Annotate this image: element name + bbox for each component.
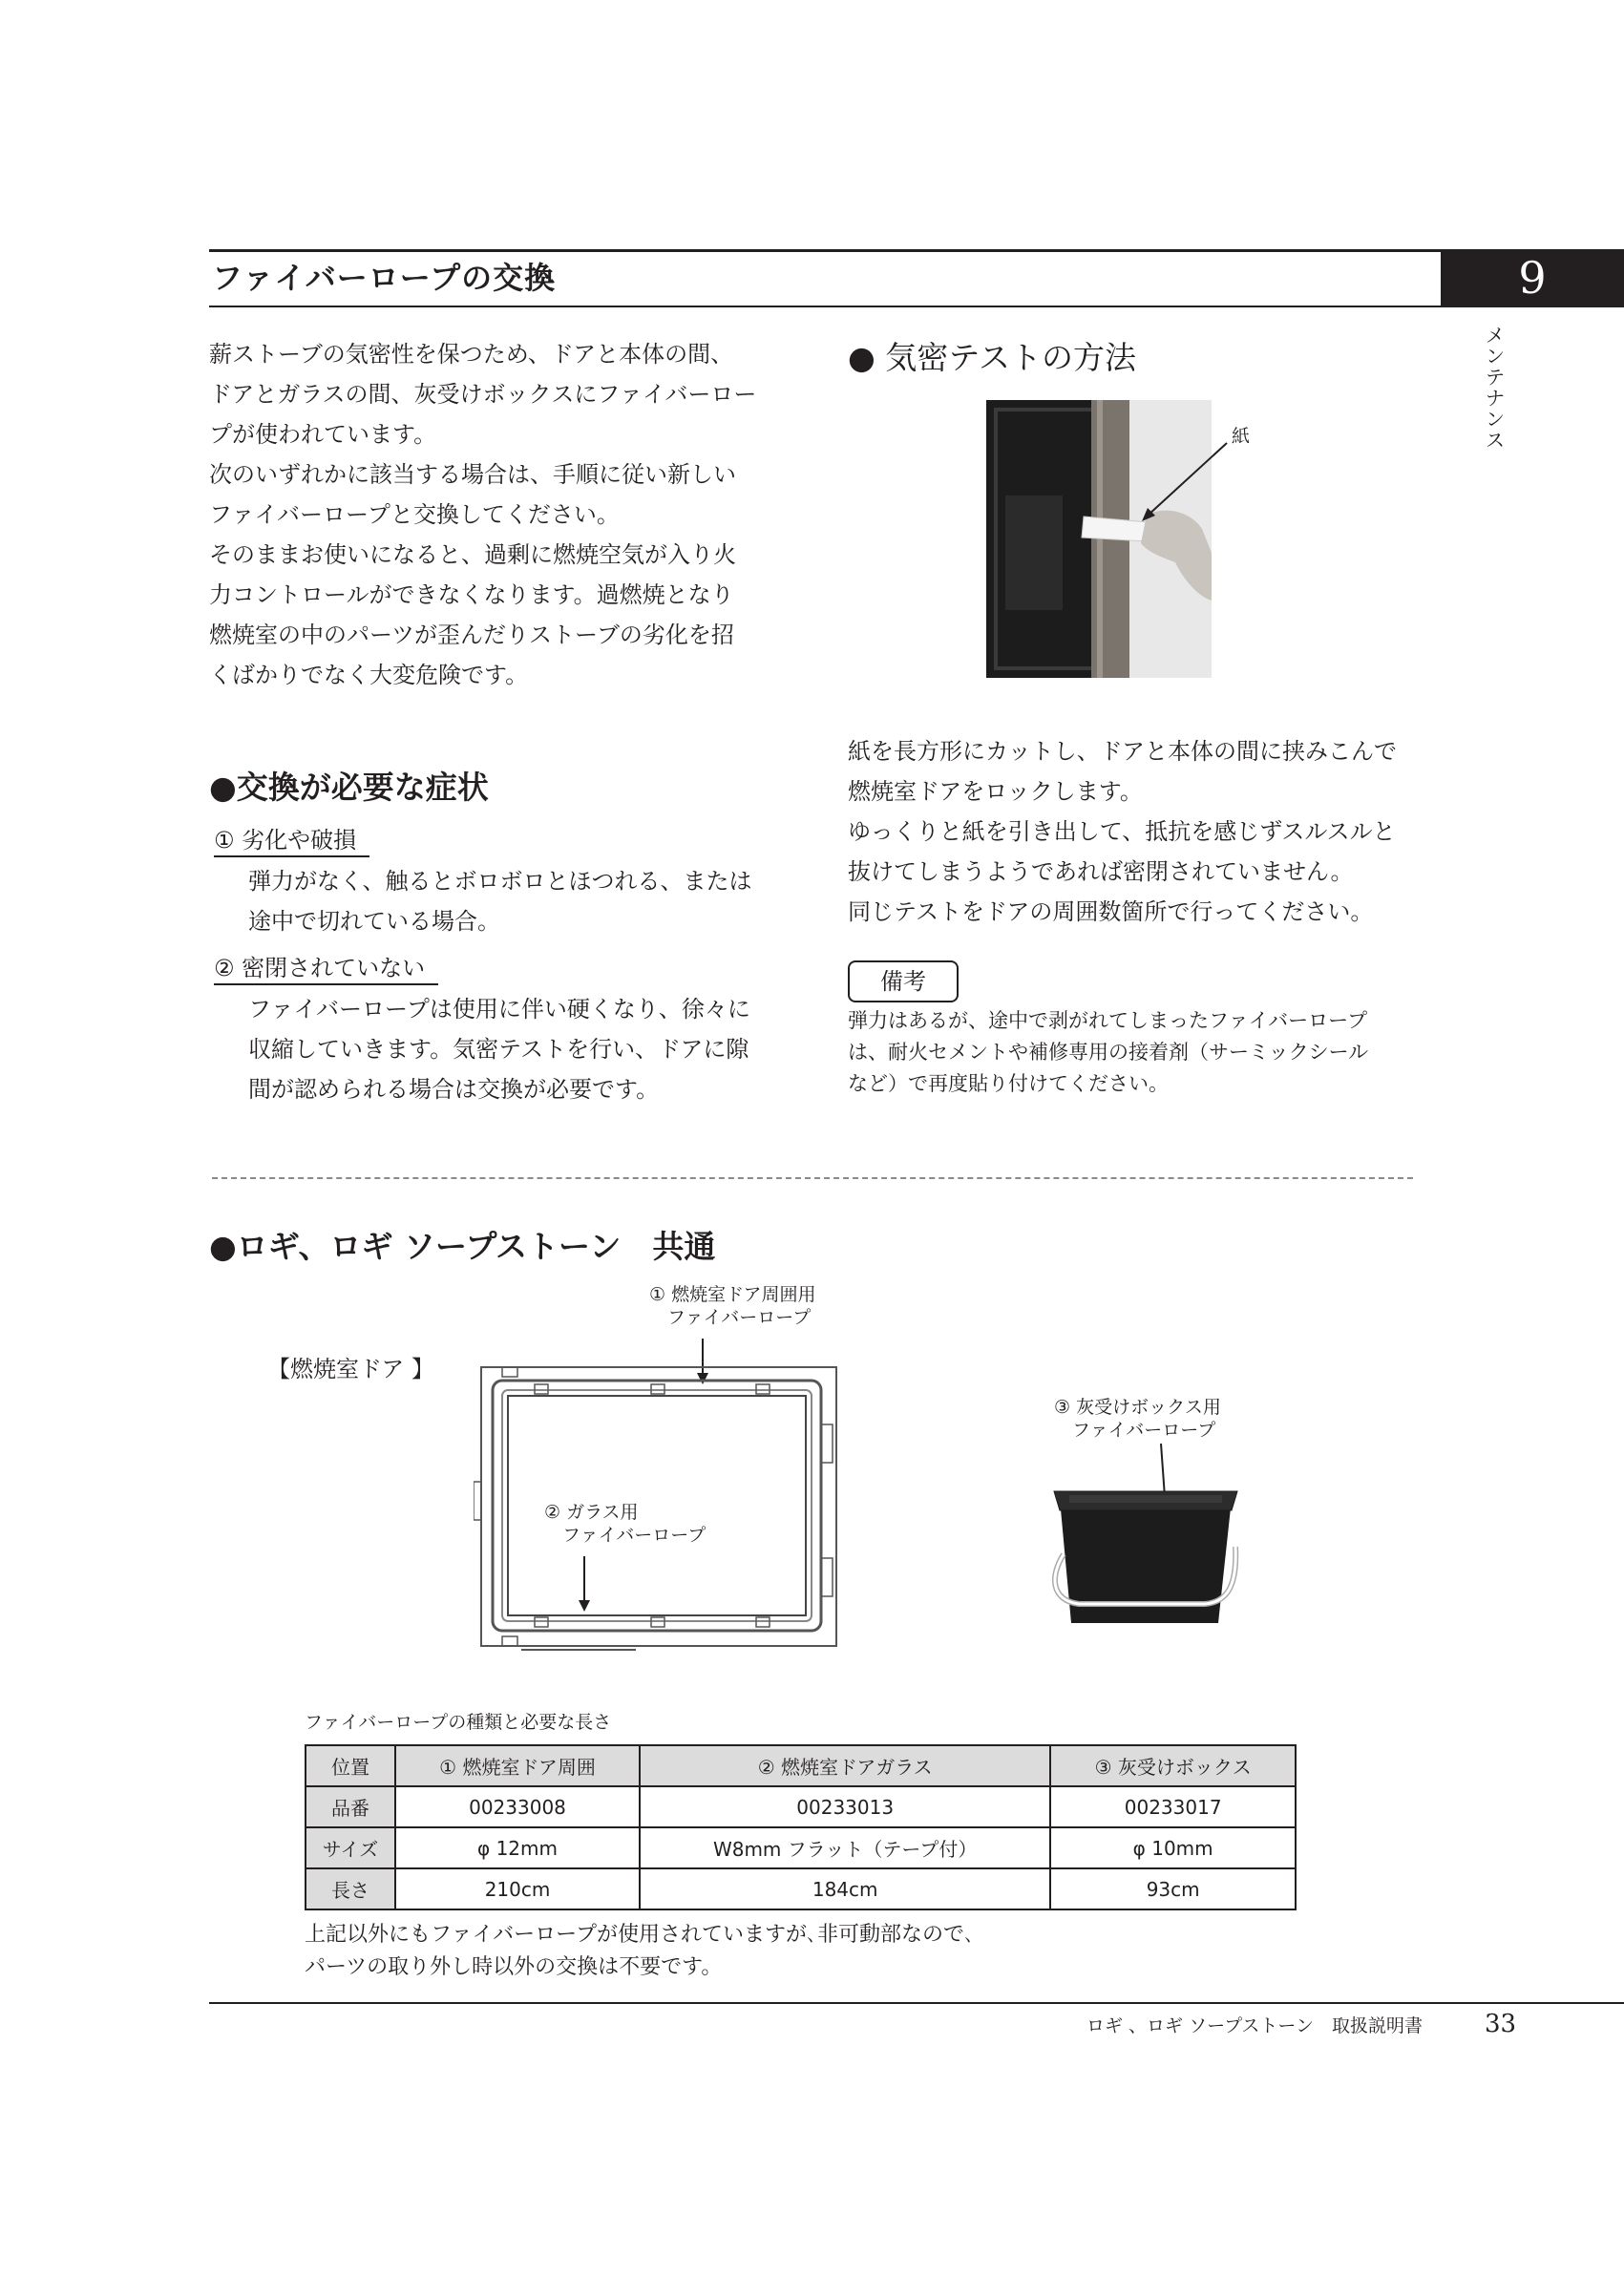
airtight-line: 抜けてしまうようであれば密閉されていません。 [848,858,1354,885]
symptom-line: ファイバーロープは使用に伴い硬くなり、徐々に [248,996,750,1023]
intro-line: ドアとガラスの間、灰受けボックスにファイバーロー [209,381,757,408]
table-header-cell: ① 燃焼室ドア周囲 [395,1745,640,1786]
ash-box-diagram [1041,1442,1251,1633]
table-row [306,1786,1296,1827]
airtight-line: 紙を長方形にカットし、ドアと本体の間に挟みこんで [848,738,1398,765]
symptom-line: 途中で切れている場合。 [248,908,500,935]
note-line: など）で再度貼り付けてください。 [848,1072,1169,1095]
intro-line: そのままお使いになると、過剰に燃焼空気が入り火 [209,541,736,568]
table-row [306,1827,1296,1868]
table-footnote [305,1919,975,1984]
table-cell: 210cm [395,1868,640,1909]
section-divider [212,1177,1413,1179]
glass-rope-label: ② ガラス用 ファイバーロープ [544,1502,707,1546]
airtight-line: 燃焼室ドアをロックします。 [848,778,1143,805]
table-cell: 00233017 [1050,1786,1296,1827]
common-heading: ●ロギ、ロギ ソープストーン 共通 [209,1228,716,1265]
airtight-test-text [848,731,1459,932]
table-cell: 00233008 [395,1786,640,1827]
footnote-line: パーツの取り外し時以外の交換は不要です。 [305,1955,723,1979]
door-diagram [474,1339,846,1656]
intro-line: 次のいずれかに該当する場合は、手順に従い新しい [209,461,736,488]
table-row-header: 品番 [306,1786,395,1827]
page-title: ファイバーロープの交換 [212,260,557,296]
intro-line: ファイバーロープと交換してください。 [209,501,620,528]
table-header-cell: ③ 灰受けボックス [1050,1745,1296,1786]
intro-line: 薪ストーブの気密性を保つため、ドアと本体の間、 [209,341,734,368]
symptom-title: ② 密閉されていない [214,955,438,985]
page-number: 33 [1485,2010,1517,2038]
intro-line: 力コントロールができなくなります。過燃焼となり [209,581,734,608]
note-badge: 備考 [848,960,959,1002]
table-row [306,1868,1296,1909]
symptom-description [248,861,802,941]
table-header-row [306,1745,1296,1786]
intro-line: くばかりでなく大変危険です。 [209,662,529,688]
table-cell: 00233013 [640,1786,1050,1827]
paper-arrow [1136,439,1232,525]
symptom-item [214,953,438,983]
table-cell: φ 10mm [1050,1827,1296,1868]
table-row-header: サイズ [306,1827,395,1868]
fiber-rope-table [305,1744,1297,1910]
note-line: 弾力はあるが、途中で剥がれてしまったファイバーロープ [848,1009,1368,1032]
table-row-header: 長さ [306,1868,395,1909]
note-text [848,1005,1459,1100]
note-line: は、耐火セメントや補修専用の接着剤（サーミックシール [848,1041,1369,1064]
table-header-cell: 位置 [306,1745,395,1786]
table-cell: φ 12mm [395,1827,640,1868]
intro-line: プが使われています。 [209,421,437,448]
intro-line: 燃焼室の中のパーツが歪んだりストーブの劣化を招 [209,622,734,648]
table-caption: ファイバーロープの種類と必要な長さ [305,1712,612,1733]
symptoms-heading: ●交換が必要な症状 [209,769,489,806]
chapter-side-label: メ ン テ ナ ン ス [1486,324,1505,452]
airtight-line: ゆっくりと紙を引き出して、抵抗を感じずスルスルと [848,818,1396,845]
door-rope-label: ① 燃焼室ドア周囲用 ファイバーロープ [649,1284,816,1328]
symptom-item [214,825,369,855]
paper-label: 紙 [1232,426,1251,447]
header-rule-bottom [209,306,1624,307]
symptom-description [248,989,802,1109]
symptom-line: 収縮していきます。気密テストを行い、ドアに隙 [248,1036,749,1063]
airtight-test-heading: ● 気密テストの方法 [848,339,1136,376]
table-cell: W8mm フラット（テープ付） [640,1827,1050,1868]
chapter-number-badge: 9 [1441,249,1624,307]
header-rule-top [209,249,1624,252]
symptom-line: 弾力がなく、触るとボロボロとほつれる、または [248,868,752,895]
intro-text [209,334,801,695]
footer-rule [209,2002,1624,2004]
table-header-cell: ② 燃焼室ドアガラス [640,1745,1050,1786]
table-cell: 184cm [640,1868,1050,1909]
ash-box-rope-label: ③ 灰受けボックス用 ファイバーロープ [1054,1397,1221,1441]
footnote-line: 上記以外にもファイバーロープが使用されていますが､非可動部なので､ [305,1923,976,1947]
table-cell: 93cm [1050,1868,1296,1909]
airtight-line: 同じテストをドアの周囲数箇所で行ってください。 [848,898,1374,925]
door-label: 【燃焼室ドア 】 [267,1356,434,1382]
symptom-title: ① 劣化や破損 [214,827,369,857]
footer-manual-title: ロギ 、ロギ ソープストーン 取扱説明書 [1086,2015,1423,2036]
symptom-line: 間が認められる場合は交換が必要です。 [248,1076,660,1103]
